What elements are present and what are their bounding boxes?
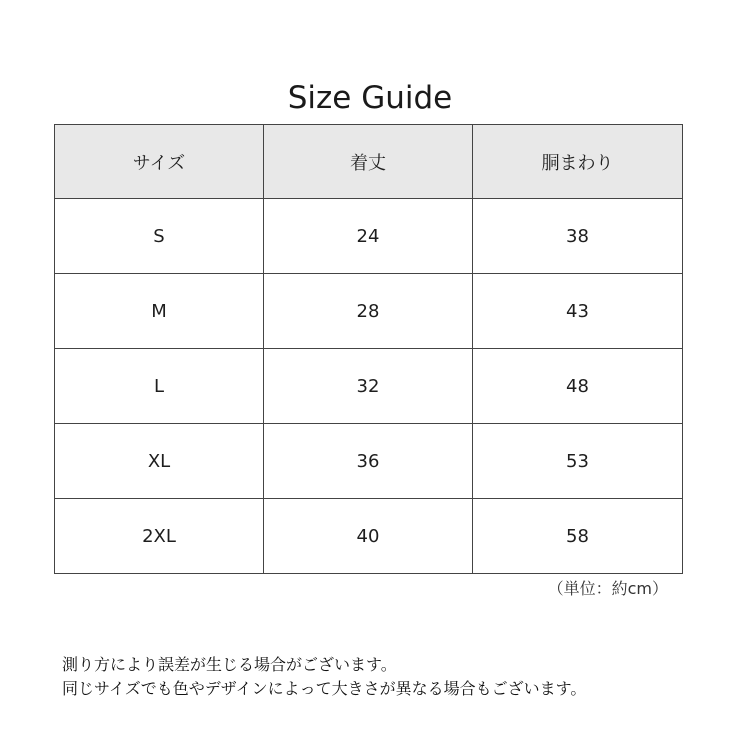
- header-waist: 胴まわり: [473, 125, 683, 199]
- waist-cell: 48: [473, 349, 683, 424]
- length-cell: 24: [264, 199, 473, 274]
- unit-note: （単位：約cm）: [547, 579, 668, 598]
- header-row: [55, 125, 683, 199]
- table-row: [55, 199, 683, 274]
- size-cell: 2XL: [55, 499, 264, 574]
- waist-cell: 58: [473, 499, 683, 574]
- size-cell: S: [55, 199, 264, 274]
- page-title: Size Guide: [287, 80, 453, 116]
- table-row: [55, 424, 683, 499]
- length-cell: 36: [264, 424, 473, 499]
- table-row: [55, 274, 683, 349]
- note-line: 同じサイズでも色やデザインによって大きさが異なる場合もございます。: [62, 679, 587, 698]
- table-row: [55, 349, 683, 424]
- header-size: サイズ: [55, 125, 264, 199]
- waist-cell: 43: [473, 274, 683, 349]
- length-cell: 32: [264, 349, 473, 424]
- table-header: [55, 125, 683, 199]
- header-length: 着丈: [264, 125, 473, 199]
- size-table: [54, 124, 683, 574]
- size-cell: L: [55, 349, 264, 424]
- length-cell: 40: [264, 499, 473, 574]
- size-cell: M: [55, 274, 264, 349]
- size-cell: XL: [55, 424, 264, 499]
- note-line: 測り方により誤差が生じる場合がございます。: [62, 655, 397, 674]
- waist-cell: 38: [473, 199, 683, 274]
- waist-cell: 53: [473, 424, 683, 499]
- length-cell: 28: [264, 274, 473, 349]
- table-body: [55, 199, 683, 574]
- table-row: [55, 499, 683, 574]
- notes: [62, 653, 722, 701]
